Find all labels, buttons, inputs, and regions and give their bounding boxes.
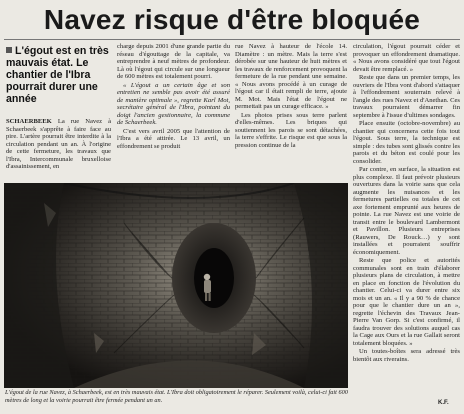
article-column-2 (117, 43, 230, 183)
paragraph: Place ensuite (octobre-novembre) au chantier qui concernera cette fois tout l'égout. Sous terre, la technique est simple : des tubes sont glissés contre les parois et du béton est coulé pour les consolider. (353, 120, 460, 165)
square-bullet-icon (6, 47, 12, 53)
paragraph: charge depuis 2001 d'une grande partie du réseau d'égouttage de la capitale, va entreprendre à neuf mètres de profondeur. Là où l'égout qui circule sur une longueur de 600 mètres est totalement pourri. (117, 43, 230, 80)
paragraph-text: La rue Navez à Schaerbeek s'apprête à faire face au pire. L'artère pourrait être interdite à la circulation pendant un an. À l'origine de cette fermeture, les travaux que l'Ibra, Intercommunale bruxelloise d'assainissement, en (6, 118, 111, 170)
subhead-text: L'égout est en très mauvais état. Le chantier de l'Ibra pourrait durer une année (6, 45, 109, 105)
byline: K.F. (438, 400, 449, 406)
article-column-3 (235, 43, 347, 183)
photo-caption: L'égout de la rue Navez, à Schaerbeek, est en très mauvais état. L'Ibra doit obligatoirement le réparer. Seulement voilà, celui-ci fait 600 mètres de long et la voirie pourrait être fermée pendant un an. (5, 389, 348, 404)
paragraph: Les photos prises sous terre parlent d'elles-mêmes. Les briques qui soutiennent les parois se sont détachées, la terre s'effrite. Le risque est que sous la pression continue de la (235, 111, 347, 149)
paragraph: circulation, l'égout pourrait céder et provoquer un effondrement dramatique. « Nous avons considéré que tout l'égout devait être remplacé. » (353, 43, 460, 73)
paragraph: Un toutes-boîtes sera adressé très bientôt aux riverains. (353, 348, 460, 363)
paragraph: Reste que police et autorités communales sont en train d'élaborer plusieurs plans de circulation, à mettre en place en fonction de l'évolution du chantier. Celui-ci va durer entre six mois et un an. « Il y a 90 % de chance pour que le chantier dure un an », regrette l'échevin des Travaux Jean-Pierre Van Gorp. Si c'est confirmé, il faudra trouver des solutions auquel cas la Cage aux Ours et la rue Gallait seront totalement bloquées. » (353, 257, 460, 347)
paragraph (6, 118, 111, 171)
subhead (6, 45, 114, 105)
article-column-4 (353, 43, 460, 399)
article-column-1 (6, 118, 111, 182)
headline: Navez risque d'être bloquée (43, 4, 421, 35)
paragraph-quote: « L'égout a un certain âge et son entretien ne semble pas avoir été assuré de manière optimale », regrette Karl Mot, secrétaire général de l'Ibra, pointant du doigt l'ancien gestionnaire, la commune de Schaerbeek. (117, 81, 230, 126)
paragraph: C'est vers avril 2005 que l'attention de l'Ibra a été attirée. Le 13 avril, un effondrement se produit (117, 127, 230, 150)
paragraph: Par contre, en surface, la situation est plus complexe. Il faut prévoir plusieurs ouvertures dans la voirie sans que cela augmente les nuisances et les fermetures partielles ou totales de cet axe fortement emprunté aux heures de pointe. La rue Navez est une voirie de transit entre le boulevard Lambermont et Pavillon. Plusieurs entreprises (Rauwers, De Rouck…) y sont installées et pourraient souffrir économiquement. (353, 166, 460, 256)
paragraph: Reste que dans un premier temps, les ouvriers de l'Ibra vont d'abord s'attaquer à l'effondrement souterrain relevé à l'angle des rues Navez et d'Anethan. Ces travaux pourraient démarrer fin septembre à l'issue d'ultimes sondages. (353, 74, 460, 119)
paragraph: rue Navez à hauteur de l'école 14. Diamètre : un mètre. Mais la terre s'est dérobée sur une hauteur de huit mètres et les travaux de renforcement provoquent la fermeture de la rue pendant une semaine. « Nous avons procédé à un curage de l'égout car il était rempli de terre, ajoute M. Mot. Mais l'état de l'égout ne permettait pas un curage efficace. » (235, 43, 347, 110)
headline-rule (4, 39, 460, 40)
sewer-tunnel-image (4, 183, 348, 388)
dateline: SCHAERBEEK (6, 118, 52, 125)
sewer-tunnel-photo (4, 183, 348, 388)
